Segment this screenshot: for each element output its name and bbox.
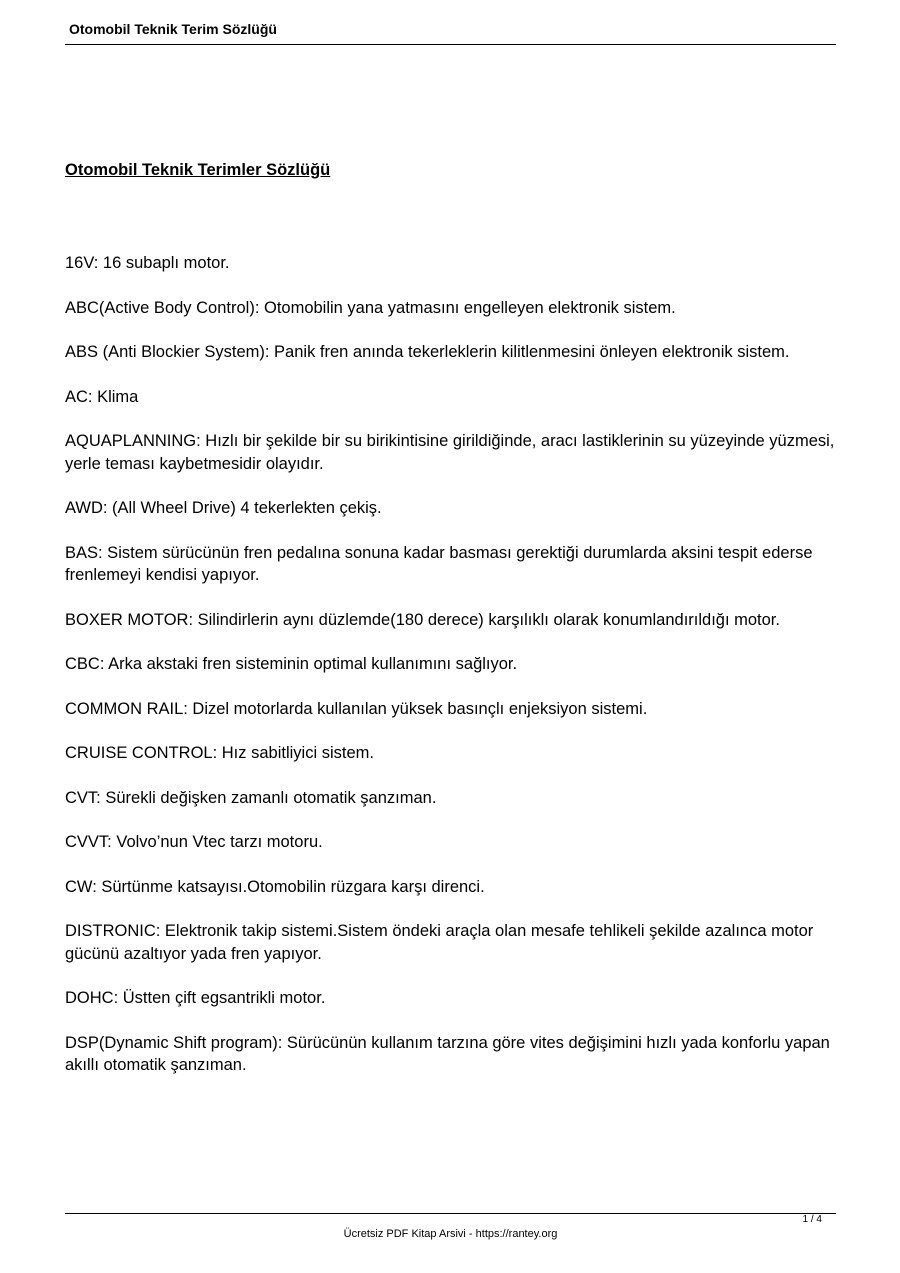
glossary-list — [65, 252, 840, 1099]
page-number: 1 / 4 — [802, 1214, 822, 1225]
glossary-entry: AQUAPLANNING: Hızlı bir şekilde bir su birikintisine girildiğinde, aracı lastiklerinin su yüzeyinde yüzmesi, yerle teması kaybetmesidir olayıdır. — [65, 432, 835, 473]
glossary-entry: DOHC: Üstten çift egsantrikli motor. — [65, 989, 326, 1007]
glossary-entry: CVVT: Volvo’nun Vtec tarzı motoru. — [65, 833, 323, 851]
document-title: Otomobil Teknik Terimler Sözlüğü — [65, 161, 331, 179]
glossary-entry: DSP(Dynamic Shift program): Sürücünün kullanım tarzına göre vites değişimini hızlı yada konforlu yapan akıllı otomatik şanzıman. — [65, 1033, 830, 1074]
glossary-entry: AWD: (All Wheel Drive) 4 tekerlekten çekiş. — [65, 499, 382, 517]
glossary-entry: COMMON RAIL: Dizel motorlarda kullanılan yüksek basınçlı enjeksiyon sistemi. — [65, 699, 648, 718]
glossary-entry: CRUISE CONTROL: Hız sabitliyici sistem. — [65, 744, 374, 762]
footer-text: Ücretsiz PDF Kitap Arsivi - https://rantey.org — [343, 1228, 558, 1240]
glossary-entry: ABS (Anti Blockier System): Panik fren anında tekerleklerin kilitlenmesini önleyen elektronik sistem. — [65, 343, 790, 361]
page-footer — [65, 1213, 836, 1240]
glossary-entry: BOXER MOTOR: Silindirlerin aynı düzlemde(180 derece) karşılıklı olarak konumlandırıldığı motor. — [65, 610, 780, 629]
glossary-entry: CW: Sürtünme katsayısı.Otomobilin rüzgara karşı direnci. — [65, 877, 485, 896]
page-header — [65, 20, 836, 45]
glossary-entry: CVT: Sürekli değişken zamanlı otomatik şanzıman. — [65, 788, 437, 807]
glossary-entry: DISTRONIC: Elektronik takip sistemi.Sistem öndeki araçla olan mesafe tehlikeli şekilde azalınca motor gücünü azaltıyor yada fren yapıyor. — [65, 922, 814, 963]
glossary-entry: BAS: Sistem sürücünün fren pedalına sonuna kadar basması gerektiği durumlarda aksini tespit ederse frenlemeyi kendisi yapıyor. — [65, 543, 813, 584]
glossary-entry: AC: Klima — [65, 387, 139, 406]
glossary-entry: CBC: Arka akstaki fren sisteminin optimal kullanımını sağlıyor. — [65, 655, 518, 673]
header-title: Otomobil Teknik Terim Sözlüğü — [69, 21, 277, 37]
glossary-entry: ABC(Active Body Control): Otomobilin yana yatmasını engelleyen elektronik sistem. — [65, 298, 676, 317]
glossary-entry: 16V: 16 subaplı motor. — [65, 254, 230, 272]
